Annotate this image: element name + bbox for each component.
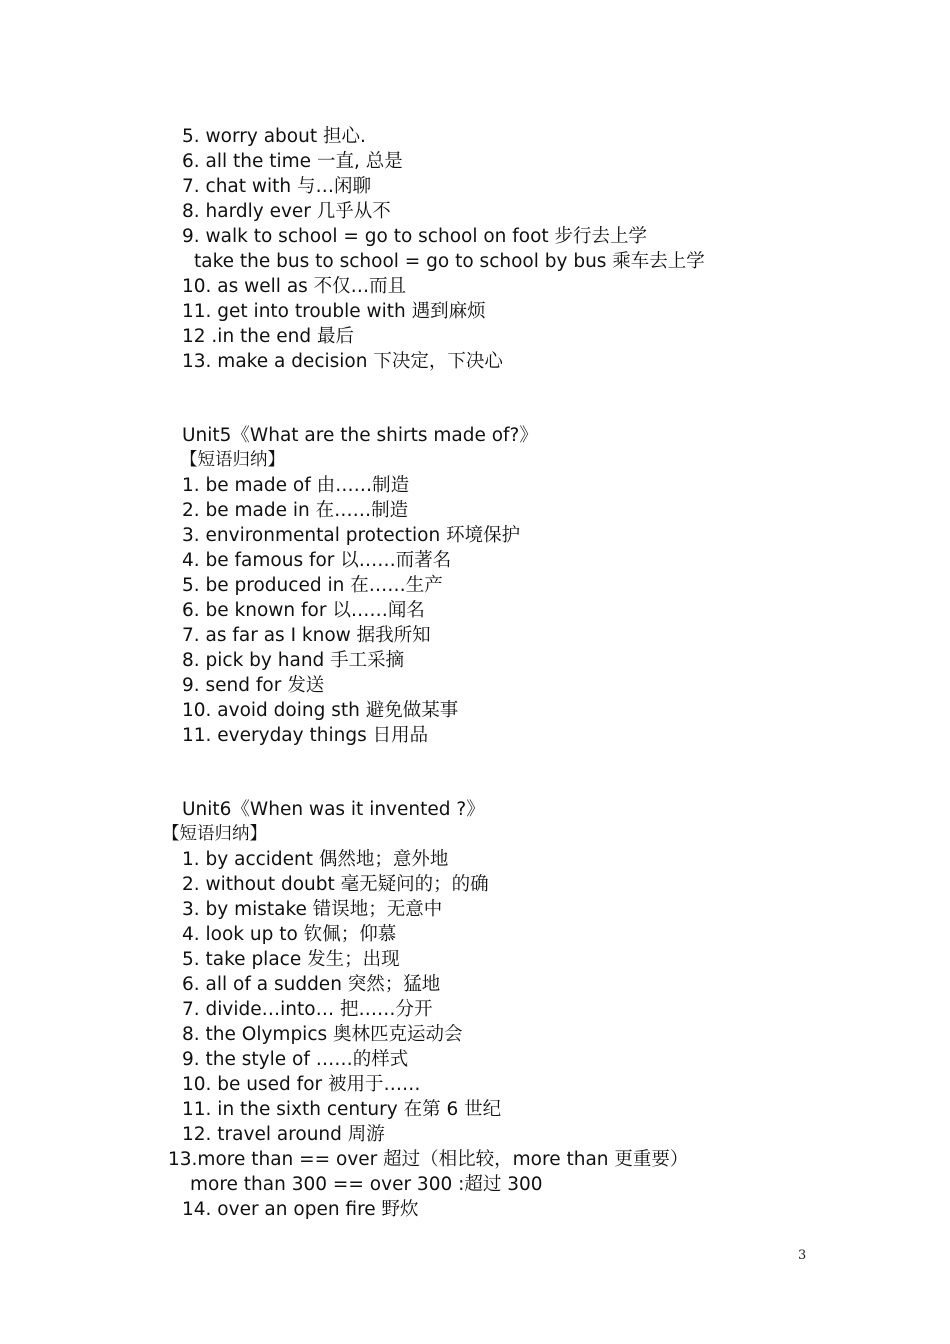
phrase-line: 5. be produced in 在……生产 (182, 575, 443, 596)
phrase-line: 11. get into trouble with 遇到麻烦 (182, 301, 486, 322)
phrase-line: 7. divide…into… 把……分开 (182, 999, 433, 1020)
unit6-title: Unit6《When was it invented ?》 (182, 799, 485, 820)
phrase-line: 6. be known for 以……闻名 (182, 600, 425, 621)
phrase-line: 11. in the sixth century 在第 6 世纪 (182, 1099, 502, 1120)
phrase-line: 8. pick by hand 手工采摘 (182, 650, 405, 671)
phrase-line: 10. be used for 被用于…… (182, 1074, 421, 1095)
phrase-line: 5. worry about 担心. (182, 126, 366, 147)
phrase-line: 9. the style of ……的样式 (182, 1049, 409, 1070)
phrase-line: 10. avoid doing sth 避免做某事 (182, 700, 459, 721)
phrase-line: 12. travel around 周游 (182, 1124, 385, 1145)
phrase-line: 4. look up to 钦佩；仰慕 (182, 924, 397, 945)
phrase-line: 1. by accident 偶然地；意外地 (182, 849, 449, 870)
phrase-line: 3. environmental protection 环境保护 (182, 525, 521, 546)
phrase-line: 8. hardly ever 几乎从不 (182, 201, 391, 222)
phrase-line: 2. without doubt 毫无疑问的；的确 (182, 874, 489, 895)
phrase-line: 6. all of a sudden 突然；猛地 (182, 974, 441, 995)
phrase-line: 7. as far as I know 据我所知 (182, 625, 431, 646)
phrase-line: 14. over an open fire 野炊 (182, 1199, 419, 1220)
page-number: 3 (798, 1248, 807, 1263)
phrase-line: 11. everyday things 日用品 (182, 725, 429, 746)
phrase-line: 1. be made of 由……制造 (182, 475, 410, 496)
phrase-line: 7. chat with 与…闲聊 (182, 176, 372, 197)
phrase-line: 12 .in the end 最后 (182, 326, 355, 347)
unit5-title: Unit5《What are the shirts made of?》 (182, 425, 538, 446)
phrase-line: 10. as well as 不仅…而且 (182, 276, 407, 297)
phrase-line: 13. make a decision 下决定，下决心 (182, 351, 503, 372)
unit6-subtitle: 【短语归纳】 (162, 824, 267, 844)
phrase-line: 9. send for 发送 (182, 675, 325, 696)
phrase-line: 8. the Olympics 奥林匹克运动会 (182, 1024, 463, 1045)
phrase-line: 9. walk to school = go to school on foot 步行去上学 (182, 226, 648, 247)
phrase-line: take the bus to school = go to school by bus 乘车去上学 (194, 251, 705, 272)
phrase-line: 5. take place 发生；出现 (182, 949, 400, 970)
phrase-line: 4. be famous for 以……而著名 (182, 550, 452, 571)
phrase-line: 2. be made in 在……制造 (182, 500, 409, 521)
phrase-line: more than 300 == over 300 :超过 300 (190, 1174, 543, 1195)
phrase-line: 13.more than == over 超过（相比较，more than 更重要） (168, 1149, 689, 1170)
phrase-line: 3. by mistake 错误地；无意中 (182, 899, 443, 920)
phrase-line: 6. all the time 一直, 总是 (182, 151, 403, 172)
unit5-subtitle: 【短语归纳】 (180, 450, 285, 470)
